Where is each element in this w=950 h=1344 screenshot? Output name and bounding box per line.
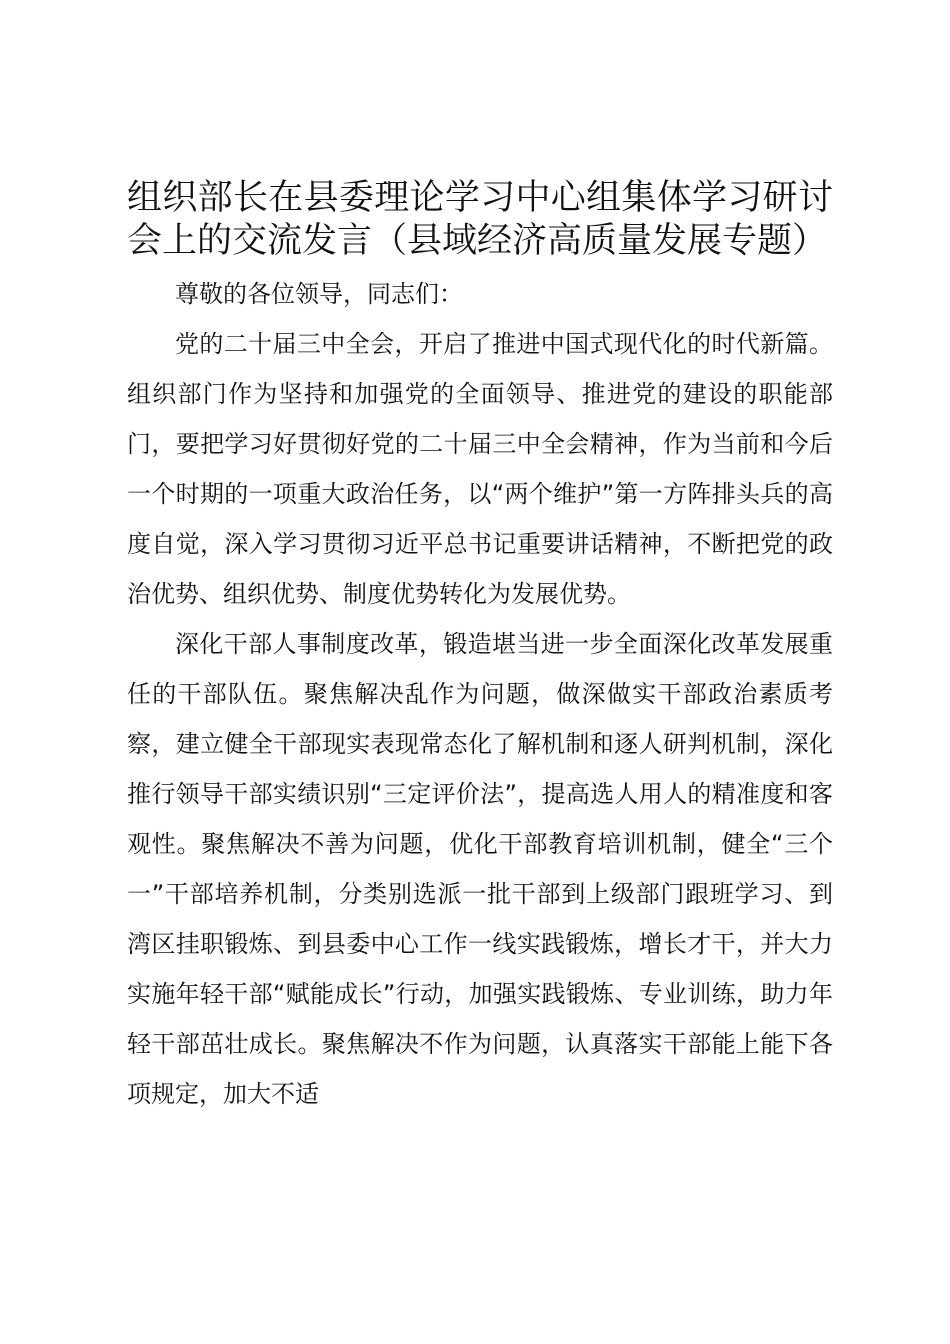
- paragraph-2: 深化干部人事制度改革，锻造堪当进一步全面深化改革发展重任的干部队伍。聚焦解决乱作为问题，做深做实干部政治素质考察，建立健全干部现实表现常态化了解机制和逐人研判机制，深化推行领导干部实绩识别“三定评价法”，提高选人用人的精准度和客观性。聚焦解决不善为问题，优化干部教育培训机制，健全“三个一”干部培养机制，分类别选派一批干部到上级部门跟班学习、到湾区挂职锻炼、到县委中心工作一线实践锻炼，增长才干，并大力实施年轻干部“赋能成长”行动，加强实践锻炼、专业训练，助力年轻干部茁壮成长。聚焦解决不作为问题，认真落实干部能上能下各项规定，加大不适: [127, 630, 833, 1108]
- document-title: 组织部长在县委理论学习中心组集体学习研讨会上的交流发言（县域经济高质量发展专题）: [127, 178, 833, 261]
- paragraph-1: 党的二十届三中全会，开启了推进中国式现代化的时代新篇。组织部门作为坚持和加强党的全面领导、推进党的建设的职能部门，要把学习好贯彻好党的二十届三中全会精神，作为当前和今后一个时期的一项重大政治任务，以“两个维护”第一方阵排头兵的高度自觉，深入学习贯彻习近平总书记重要讲话精神，不断把党的政治优势、组织优势、制度优势转化为发展优势。: [127, 330, 833, 608]
- document-body: [127, 177, 833, 1119]
- salutation: 尊敬的各位领导，同志们：: [175, 280, 463, 308]
